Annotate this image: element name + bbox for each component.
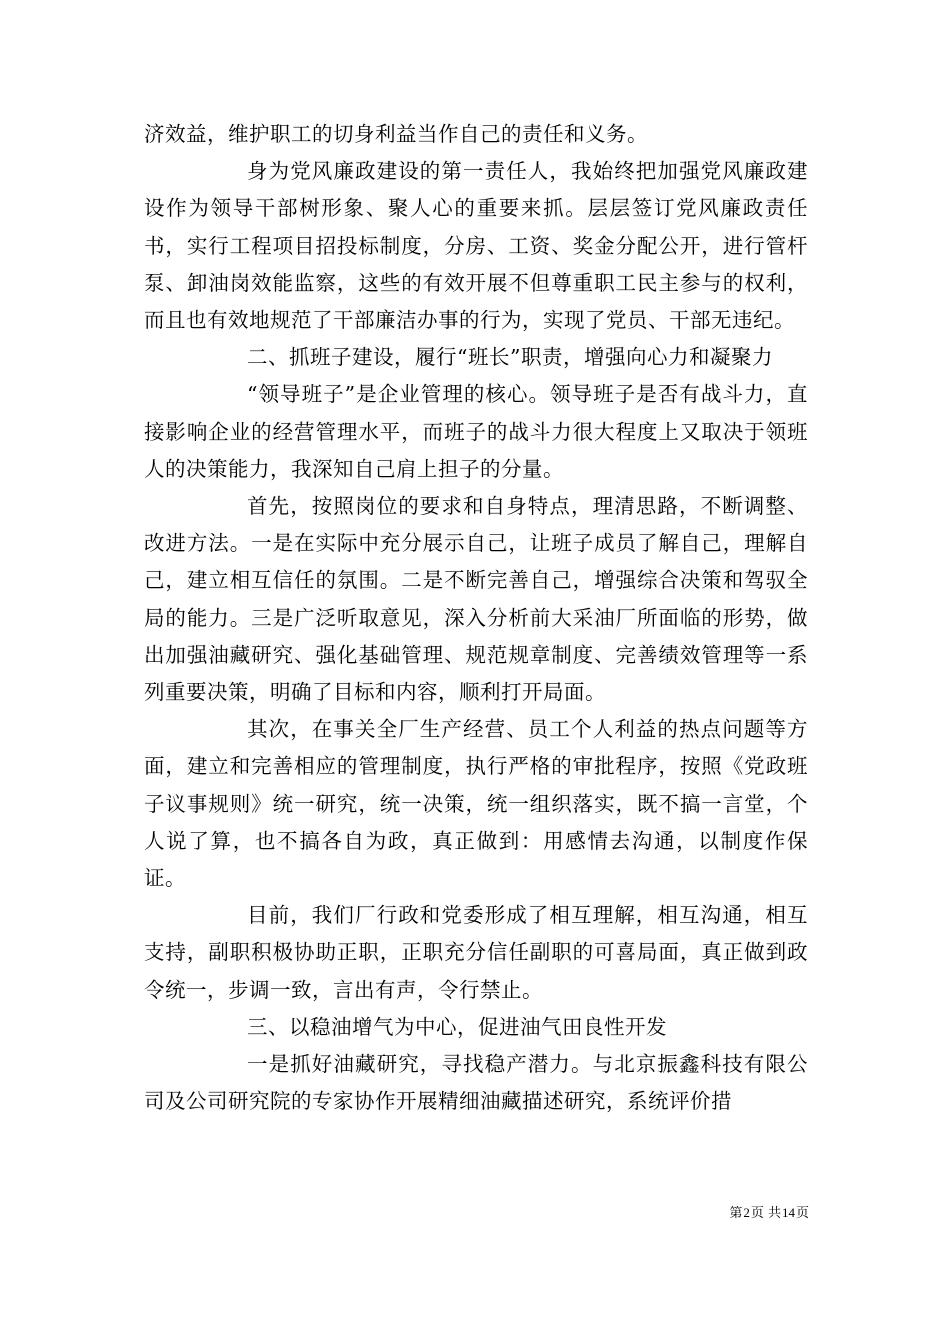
section-heading: 三、以稳油增气为中心，促进油气田良性开发 bbox=[247, 1014, 667, 1039]
paragraph: “领导班子”是企业管理的核心。领导班子是否有战斗力，直接影响企业的经营管理水平，而班子的战斗力很大程度上又取决于领班人的决策能力，我深知自己肩上担子的分量。 bbox=[144, 382, 808, 481]
total-pages: 14 bbox=[781, 1205, 795, 1220]
footer-suffix: 页 bbox=[795, 1206, 809, 1221]
footer-middle: 页 共 bbox=[750, 1206, 781, 1221]
paragraph: 一是抓好油藏研究，寻找稳产潜力。与北京振鑫科技有限公司及公司研究院的专家协作开展精细油藏描述研究，系统评价措 bbox=[144, 1052, 808, 1114]
page-number: 2 bbox=[743, 1205, 750, 1220]
page-footer bbox=[0, 1205, 809, 1222]
paragraph: 其次，在事关全厂生产经营、员工个人利益的热点问题等方面，建立和完善相应的管理制度，执行严格的审批程序，按照《党政班子议事规则》统一研究，统一决策，统一组织落实，既不搞一言堂，个人说了算，也不搞各自为政，真正做到：用感情去沟通，以制度作保证。 bbox=[144, 717, 808, 891]
paragraph: 济效益，维护职工的切身利益当作自己的责任和义务。 bbox=[144, 122, 648, 146]
footer-prefix: 第 bbox=[729, 1206, 743, 1221]
body-text bbox=[144, 116, 808, 1120]
section-heading: 二、抓班子建设，履行“班长”职责，增强向心力和凝聚力 bbox=[247, 345, 773, 370]
paragraph: 目前，我们厂行政和党委形成了相互理解，相互沟通，相互支持，副职积极协助正职，正职充分信任副职的可喜局面，真正做到政令统一，步调一致，言出有声，令行禁止。 bbox=[144, 903, 808, 1002]
paragraph: 身为党风廉政建设的第一责任人，我始终把加强党风廉政建设作为领导干部树形象、聚人心的重要来抓。层层签订党风廉政责任书，实行工程项目招投标制度，分房、工资、奖金分配公开，进行管杆泵、卸油岗效能监察，这些的有效开展不但尊重职工民主参与的权利，而且也有效地规范了干部廉洁办事的行为，实现了党员、干部无违纪。 bbox=[144, 159, 808, 333]
paragraph: 首先，按照岗位的要求和自身特点，理清思路，不断调整、改进方法。一是在实际中充分展示自己，让班子成员了解自己，理解自己，建立相互信任的氛围。二是不断完善自己，增强综合决策和驾驭全局的能力。三是广泛听取意见，深入分析前大采油厂所面临的形势，做出加强油藏研究、强化基础管理、规范规章制度、完善绩效管理等一系列重要决策，明确了目标和内容，顺利打开局面。 bbox=[144, 494, 808, 705]
